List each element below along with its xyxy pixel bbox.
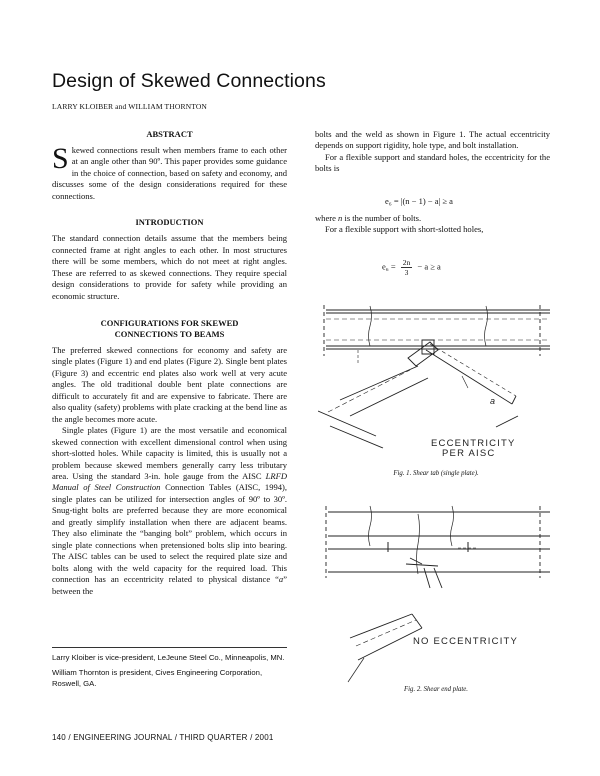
figure2-label: NO ECCENTRICITY [413, 636, 519, 647]
equation-1: e₆ = |(n − 1) − a| ≥ a [385, 196, 453, 206]
right-column [315, 129, 550, 175]
page-folio: 140 / ENGINEERING JOURNAL / THIRD QUARTER / 2001 [52, 733, 274, 742]
right-para4: For a flexible support with short-slotted holes, [325, 224, 484, 235]
configurations-heading-line2: CONNECTIONS TO BEAMS [114, 328, 225, 339]
figure2-caption: Fig. 2. Shear end plate. [404, 686, 468, 693]
variable-a: a [278, 574, 284, 585]
figure1-drawing [318, 296, 554, 486]
figure1-label-line1: ECCENTRICITY [431, 438, 516, 449]
figure1-dim-label: a [490, 396, 496, 406]
right-para1: bolts and the weld as shown in Figure 1. The actual eccentricity depends on support rigidity, hole type, and bolt installation. [315, 129, 550, 151]
manual-title: LRFD Manual of Steel Construction [52, 470, 287, 493]
configurations-para2 [52, 425, 287, 597]
article-authors: LARRY KLOIBER and WILLIAM THORNTON [52, 102, 207, 111]
footnote-rule [52, 647, 287, 648]
eq2-fraction [401, 258, 413, 277]
equation-2 [382, 258, 441, 277]
eq2-denominator: 3 [404, 268, 409, 277]
eq2-rhs: − a ≥ a [417, 261, 441, 272]
configurations-para1: The preferred skewed connections for economy and safety are single plates (Figure 1) and end plates (Figure 2). Single bent plates (Figure 3) and eccentric end plates also work well at very acute angles. The old traditional double bent plate connections are difficult to accurately fit and are expensive to fabricate. There are also quality (safety) problems with plate cracking at the bend line as the angle becomes more acute. [52, 344, 287, 424]
right-para3: where n is the number of bolts. [315, 213, 422, 223]
configurations-heading-line1: CONFIGURATIONS FOR SKEWED [100, 317, 239, 328]
abstract-heading: ABSTRACT [146, 129, 193, 139]
introduction-heading: INTRODUCTION [135, 217, 204, 228]
figure2-drawing [318, 500, 554, 686]
article-title: Design of Skewed Connections [52, 70, 326, 92]
abstract-body: kewed connections result when members frame to each other at an angle other than 90º. This paper provides some guidance in the choice of connection, based on safety and economy, and discusses some of the design considerations required for these connections. [52, 145, 287, 201]
variable-n: n [338, 213, 343, 223]
right-column-lower [315, 213, 550, 236]
abstract-text [52, 142, 287, 202]
para2-part-c: ” between the [52, 574, 287, 596]
figure1-label-line2: PER AISC [442, 448, 496, 459]
left-column [52, 129, 287, 597]
footnote-thornton: William Thornton is president, Cives Engineering Corporation, Roswell, GA. [52, 667, 263, 688]
drop-cap: S [52, 142, 69, 175]
eq2-lhs: e₆ = [382, 261, 396, 272]
para2-part-b: Connection Tables (AISC, 1994), single plates can be utilized for intersection angles of 90º to 30º. Snug-tight bolts are preferred because they are more economical and greatly simplify installation when there are adjacent beams. They also eliminate the “banging bolt” problem, which occurs in single plate connections when pretensioned bolts slip into bearing. The AISC tables can be used to select the required plate size and bolts along with the weld capacity for the required load. This connection has an eccentricity related to physical distance “ [52, 482, 287, 585]
right-para2: For a flexible support and standard holes, the eccentricity for the bolts is [315, 151, 550, 174]
configurations-heading [52, 318, 287, 340]
para2-part-a: Single plates (Figure 1) are the most versatile and economical skewed connection with excellent dimensional control when using short-slotted holes. While capacity is limited, this is usually not a problem because skewed members generally carry less tributary area. Using the standard 3-in. hole gauge from the AISC [52, 425, 287, 481]
eq2-numerator: 2n [402, 258, 411, 267]
introduction-text: The standard connection details assume that the members being connected frame at right angles to each other. In most structures there will be some members, which do not meet at right angles. These are referred to as skewed connections. They require special design considerations to provide for safety while providing an economic structure. [52, 233, 287, 301]
footnote-kloiber: Larry Kloiber is vice-president, LeJeune Steel Co., Minneapolis, MN. [52, 653, 285, 662]
footnotes [52, 653, 287, 689]
figure1-caption: Fig. 1. Shear tab (single plate). [393, 470, 479, 477]
